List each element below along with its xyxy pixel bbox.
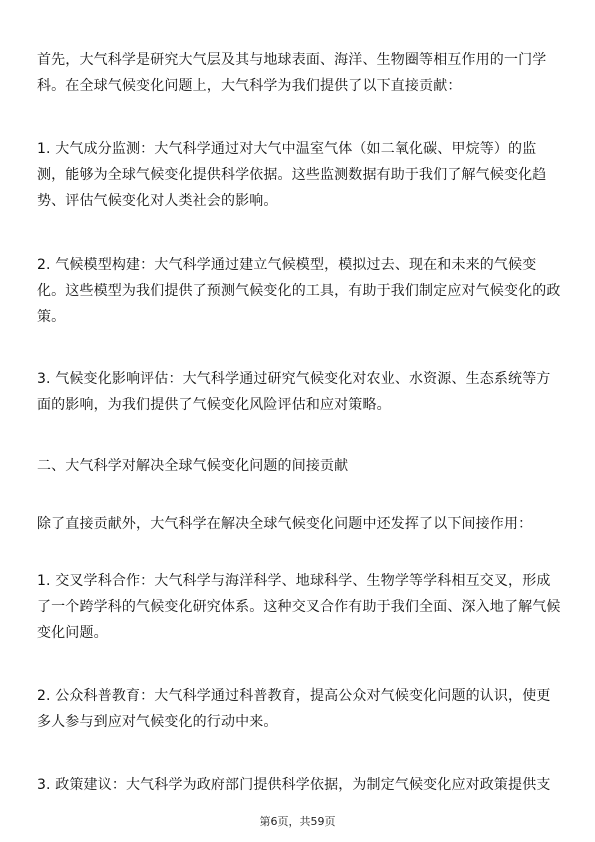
list-item-policy-advice: 3. 政策建议：大气科学为政府部门提供科学依据，为制定气候变化应对政策提供支 — [37, 777, 551, 793]
intro-paragraph: 首先，大气科学是研究大气层及其与地球表面、海洋、生物圈等相互作用的一门学科。在全球气候变化问题上，大气科学为我们提供了以下直接贡献： — [37, 52, 547, 94]
page-number-footer: 第6页，共59页 — [259, 815, 336, 828]
indirect-intro-paragraph: 除了直接贡献外，大气科学在解决全球气候变化问题中还发挥了以下间接作用： — [37, 516, 533, 532]
list-item-public-education: 2. 公众科普教育：大气科学通过科普教育，提高公众对气候变化问题的认识，使更多人参与到应对气候变化的行动中来。 — [37, 688, 551, 730]
list-item-impact-assessment: 3. 气候变化影响评估：大气科学通过研究气候变化对农业、水资源、生态系统等方面的影响，为我们提供了气候变化风险评估和应对策略。 — [37, 371, 551, 413]
section-heading-indirect-contributions: 二、大气科学对解决全球气候变化问题的间接贡献 — [37, 458, 349, 474]
list-item-interdisciplinary: 1. 交叉学科合作：大气科学与海洋科学、地球科学、生物学等学科相互交叉，形成了一个跨学科的气候变化研究体系。这种交叉合作有助于我们全面、深入地了解气候变化问题。 — [37, 573, 561, 641]
list-item-climate-model: 2. 气候模型构建：大气科学通过建立气候模型，模拟过去、现在和未来的气候变化。这些模型为我们提供了预测气候变化的工具，有助于我们制定应对气候变化的政策。 — [37, 257, 561, 325]
list-item-atmospheric-monitoring: 1. 大气成分监测：大气科学通过对大气中温室气体（如二氧化碳、甲烷等）的监测，能够为全球气候变化提供科学依据。这些监测数据有助于我们了解气候变化趋势、评估气候变化对人类社会的影响。 — [37, 141, 547, 209]
